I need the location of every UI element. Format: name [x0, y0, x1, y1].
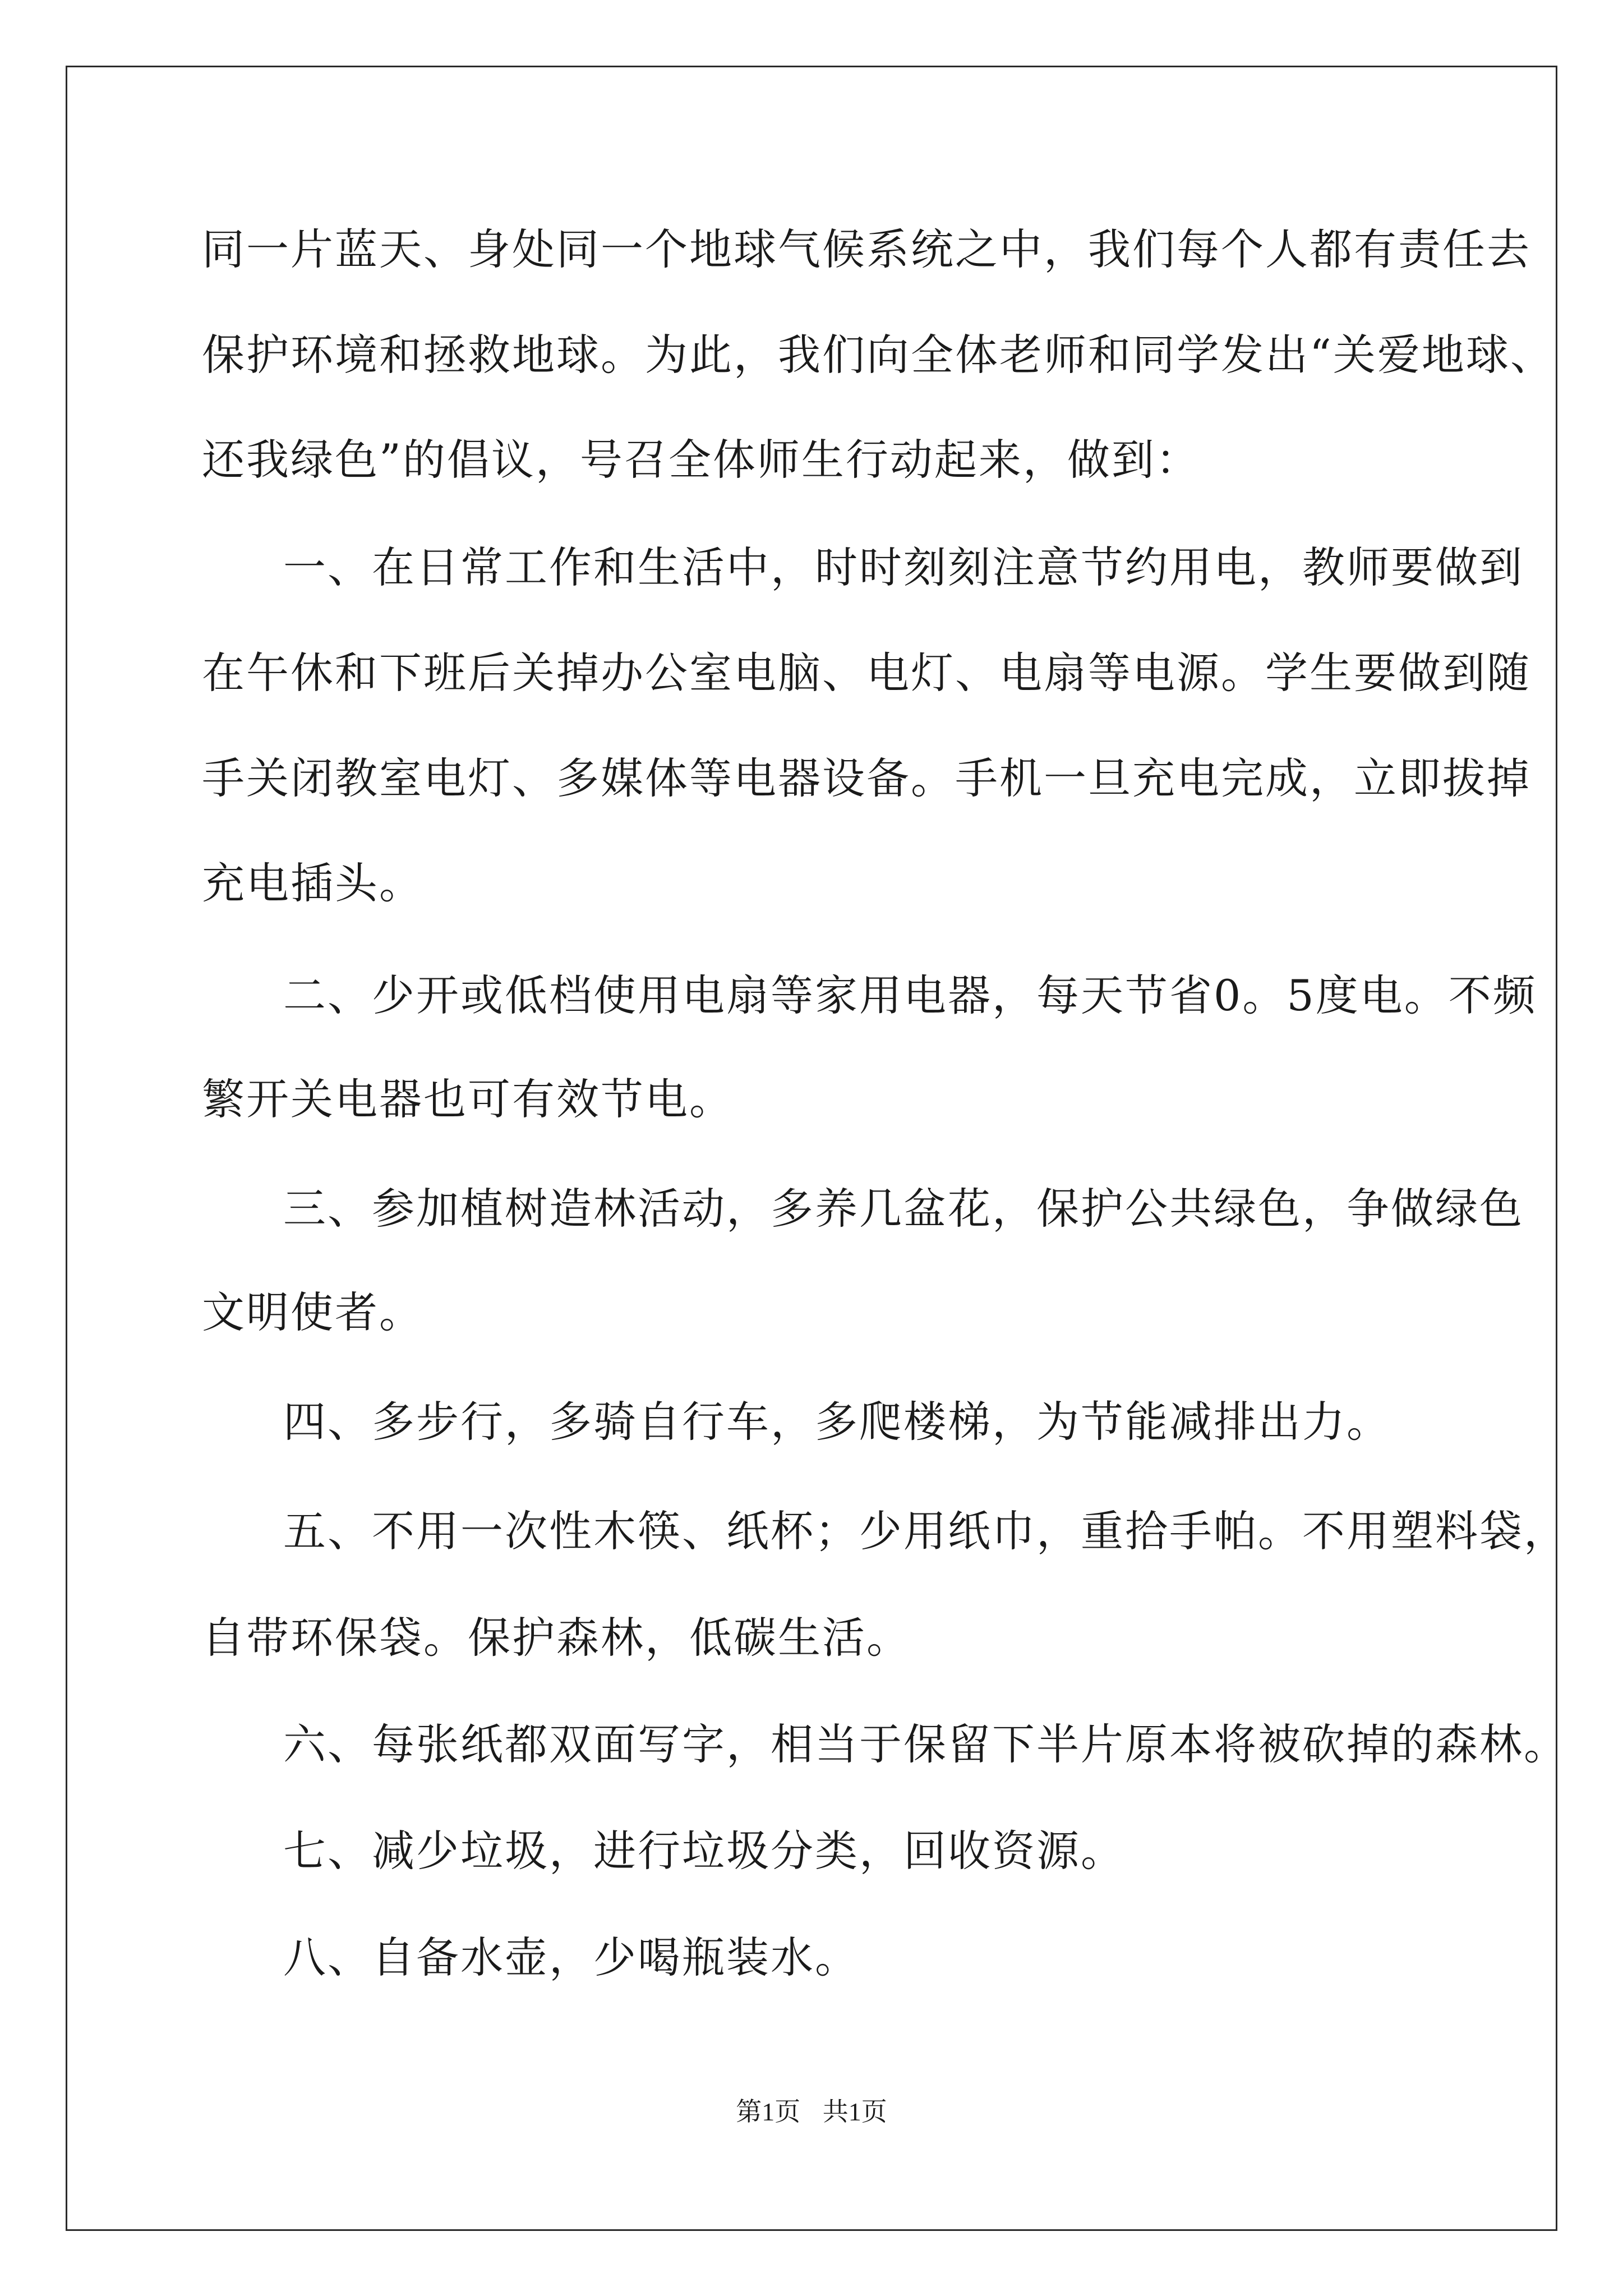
page-border: [66, 66, 1557, 2231]
text-line-12: 四、多步行，多骑自行车，多爬楼梯，为节能减排出力。: [283, 1397, 1391, 1447]
text-line-7: 充电插头。: [202, 858, 423, 908]
text-line-16: 七、减少垃圾，进行垃圾分类，回收资源。: [283, 1826, 1125, 1876]
page-number: 第1页: [736, 2097, 801, 2126]
text-line-15: 六、每张纸都双面写字，相当于保留下半片原本将被砍掉的森林。: [283, 1719, 1568, 1769]
text-line-11: 文明使者。: [202, 1287, 423, 1337]
text-line-9: 繁开关电器也可有效节电。: [202, 1074, 734, 1124]
text-line-2: 保护环境和拯救地球。为此，我们向全体老师和同学发出“关爱地球、: [202, 330, 1555, 380]
text-line-3: 还我绿色”的倡议，号召全体师生行动起来，做到：: [202, 435, 1200, 485]
text-line-1: 同一片蓝天、身处同一个地球气候系统之中，我们每个人都有责任去: [202, 224, 1531, 274]
text-line-14: 自带环保袋。保护森林，低碳生活。: [202, 1613, 911, 1663]
text-line-17: 八、自备水壶，少喝瓶装水。: [283, 1932, 859, 1982]
text-line-5: 在午休和下班后关掉办公室电脑、电灯、电扇等电源。学生要做到随: [202, 648, 1531, 698]
page-footer: [0, 2095, 1623, 2129]
text-line-8: 二、少开或低档使用电扇等家用电器，每天节省0。5度电。不频: [283, 970, 1537, 1020]
text-line-10: 三、参加植树造林活动，多养几盆花，保护公共绿色，争做绿色: [283, 1184, 1524, 1234]
text-line-4: 一、在日常工作和生活中，时时刻刻注意节约用电，教师要做到: [283, 542, 1524, 592]
total-pages: 共1页: [822, 2097, 887, 2126]
text-line-13: 五、不用一次性木筷、纸杯；少用纸巾，重拾手帕。不用塑料袋，: [283, 1506, 1568, 1556]
text-line-6: 手关闭教室电灯、多媒体等电器设备。手机一旦充电完成，立即拔掉: [202, 753, 1531, 803]
